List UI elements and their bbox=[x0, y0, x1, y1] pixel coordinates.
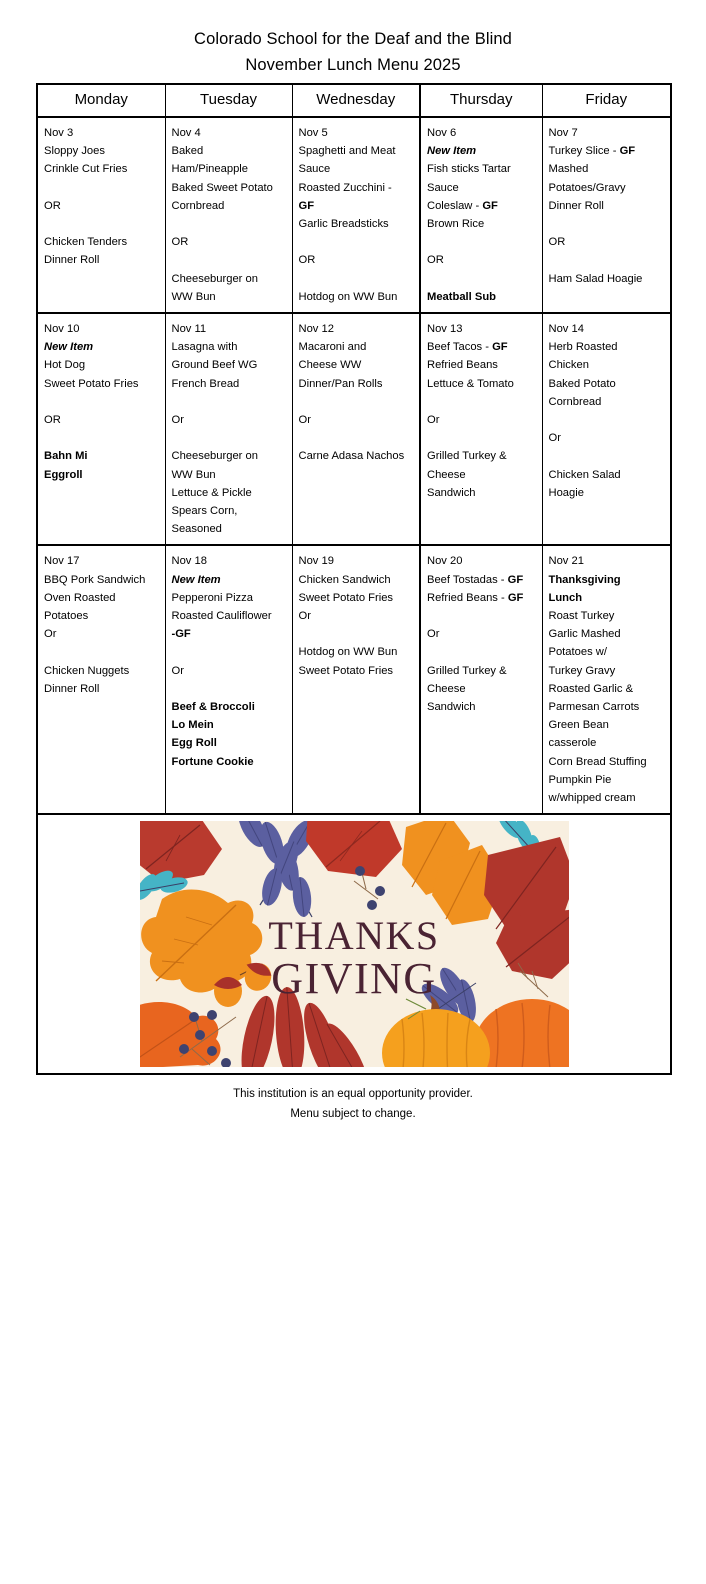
menu-item: Or bbox=[298, 414, 311, 426]
menu-item: Or bbox=[548, 432, 561, 445]
menu-spacer bbox=[427, 607, 537, 625]
menu-item bbox=[427, 571, 537, 589]
menu-item: Beef & Broccoli bbox=[171, 701, 255, 713]
menu-item: Crinkle Cut Fries bbox=[44, 163, 128, 176]
menu-item: Garlic Mashed bbox=[548, 628, 621, 641]
menu-item: Ham/Pineapple bbox=[171, 163, 248, 176]
menu-item: Chicken bbox=[548, 359, 589, 372]
menu-spacer bbox=[427, 270, 537, 288]
menu-item: New Item bbox=[171, 573, 221, 586]
menu-item: Sloppy Joes bbox=[44, 145, 105, 158]
menu-item: Lasagna with bbox=[171, 341, 238, 354]
menu-spacer bbox=[172, 215, 287, 233]
menu-item: Cheeseburger on bbox=[171, 450, 258, 463]
menu-spacer bbox=[44, 393, 160, 411]
day-cell bbox=[165, 545, 292, 814]
menu-item: Lo Mein bbox=[171, 719, 214, 732]
day-cell bbox=[542, 545, 671, 814]
menu-item: Sauce bbox=[298, 163, 331, 176]
day-cell bbox=[37, 313, 165, 545]
menu-item: Potatoes/Gravy bbox=[548, 181, 626, 194]
menu-item: Or bbox=[427, 628, 440, 641]
day-cell bbox=[420, 313, 542, 545]
artwork-holder bbox=[44, 821, 665, 1067]
menu-item: Baked bbox=[171, 145, 204, 158]
school-name: Colorado School for the Deaf and the Blind bbox=[194, 30, 512, 48]
menu-item: Chicken Nuggets bbox=[44, 664, 130, 677]
table-body bbox=[37, 117, 671, 1074]
menu-spacer bbox=[172, 680, 287, 698]
menu-spacer bbox=[172, 429, 287, 447]
menu-item: GF bbox=[298, 199, 315, 212]
menu-item: Bahn Mi bbox=[44, 450, 88, 463]
menu-item: Refried Beans bbox=[427, 359, 498, 372]
day-date: Nov 14 bbox=[548, 323, 584, 335]
menu-spacer bbox=[549, 215, 666, 233]
day-date: Nov 18 bbox=[171, 555, 207, 568]
menu-item: OR bbox=[44, 199, 61, 212]
artwork-title-line1: THANKS bbox=[268, 913, 440, 959]
day-cell bbox=[542, 117, 671, 313]
menu-item: Grilled Turkey & bbox=[427, 450, 507, 463]
table-header bbox=[37, 84, 671, 117]
menu-item: w/whipped cream bbox=[548, 792, 636, 805]
menu-item bbox=[427, 197, 537, 215]
menu-item-text: Coleslaw - bbox=[427, 199, 483, 212]
menu-item: Thanksgiving bbox=[548, 573, 621, 586]
menu-item: Herb Roasted bbox=[548, 341, 618, 354]
day-date: Nov 19 bbox=[298, 555, 334, 568]
day-date: Nov 21 bbox=[548, 555, 584, 568]
menu-item: Sandwich bbox=[427, 701, 476, 713]
menu-item: OR bbox=[548, 236, 566, 249]
menu-item: BBQ Pork Sandwich bbox=[44, 573, 146, 586]
day-date: Nov 5 bbox=[298, 127, 328, 139]
menu-spacer bbox=[299, 625, 415, 643]
menu-item: Egg Roll bbox=[171, 737, 217, 750]
menu-spacer bbox=[299, 429, 415, 447]
day-date: Nov 12 bbox=[298, 323, 334, 335]
thanksgiving-autumn-illustration bbox=[140, 821, 569, 1067]
menu-spacer bbox=[44, 215, 160, 233]
week-row bbox=[37, 313, 671, 545]
menu-item: New Item bbox=[44, 341, 94, 354]
day-cell bbox=[165, 117, 292, 313]
menu-item: Baked Potato bbox=[548, 377, 616, 390]
menu-item: Lunch bbox=[548, 591, 583, 604]
menu-item: Roasted Garlic & bbox=[548, 682, 634, 695]
menu-item: Corn Bread Stuffing bbox=[548, 755, 647, 768]
menu-item: Roast Turkey bbox=[548, 610, 615, 623]
page-title: November Lunch Menu 2025 bbox=[245, 56, 461, 74]
day-date: Nov 4 bbox=[171, 127, 201, 139]
menu-item: Meatball Sub bbox=[427, 290, 496, 303]
column-header-monday: Monday bbox=[37, 84, 165, 117]
menu-item: Hotdog on WW Bun bbox=[298, 646, 398, 659]
menu-item: Cheese WW bbox=[298, 359, 362, 372]
menu-spacer bbox=[44, 643, 160, 661]
menu-item: Or bbox=[427, 414, 440, 426]
menu-spacer bbox=[549, 251, 666, 269]
menu-item: Potatoes bbox=[44, 610, 89, 623]
menu-spacer bbox=[299, 270, 415, 288]
menu-item: Sandwich bbox=[427, 486, 476, 499]
artwork-title-line2: GIVING bbox=[271, 954, 437, 1004]
column-header-thursday: Thursday bbox=[420, 84, 542, 117]
menu-item: Chicken Tenders bbox=[44, 236, 128, 249]
menu-item: WW Bun bbox=[171, 468, 216, 481]
day-cell bbox=[37, 545, 165, 814]
day-date: Nov 10 bbox=[44, 323, 80, 335]
menu-item: Hotdog on WW Bun bbox=[298, 290, 398, 303]
menu-item: Seasoned bbox=[171, 523, 222, 536]
page-header bbox=[0, 0, 706, 78]
menu-item: Cheese bbox=[427, 468, 466, 481]
menu-item: Spears Corn, bbox=[171, 505, 238, 517]
menu-item bbox=[549, 142, 666, 160]
menu-item: Cheese bbox=[427, 682, 466, 695]
day-date: Nov 6 bbox=[427, 127, 457, 139]
day-cell bbox=[420, 545, 542, 814]
day-date: Nov 13 bbox=[427, 323, 463, 335]
menu-spacer bbox=[172, 643, 287, 661]
menu-item: Or bbox=[171, 414, 184, 426]
gluten-free-tag: GF bbox=[507, 591, 524, 604]
menu-item-text: Beef Tacos - bbox=[427, 341, 493, 354]
gluten-free-tag: GF bbox=[507, 573, 524, 586]
menu-item: Or bbox=[171, 664, 184, 677]
page-footer bbox=[0, 1084, 706, 1124]
day-date: Nov 17 bbox=[44, 555, 80, 568]
menu-spacer bbox=[427, 393, 537, 411]
menu-item: OR bbox=[298, 254, 316, 267]
menu-item: Pepperoni Pizza bbox=[171, 591, 253, 604]
menu-item: Sweet Potato Fries bbox=[298, 591, 394, 604]
menu-spacer bbox=[44, 429, 160, 447]
menu-item: Spaghetti and Meat bbox=[298, 145, 396, 158]
menu-item: Dinner Roll bbox=[44, 254, 100, 267]
week-row bbox=[37, 117, 671, 313]
menu-item: Sauce bbox=[427, 181, 459, 194]
menu-change-notice: Menu subject to change. bbox=[290, 1108, 416, 1121]
menu-item: New Item bbox=[427, 145, 477, 158]
menu-table-wrapper bbox=[36, 83, 670, 1075]
menu-item: Cornbread bbox=[171, 199, 225, 212]
menu-item: -GF bbox=[171, 628, 191, 641]
day-cell bbox=[292, 313, 420, 545]
menu-spacer bbox=[549, 411, 666, 429]
menu-item: casserole bbox=[548, 737, 597, 750]
menu-item-text: Beef Tostadas - bbox=[427, 573, 508, 586]
menu-item: Dinner/Pan Rolls bbox=[298, 377, 383, 390]
menu-item: Hot Dog bbox=[44, 359, 86, 372]
menu-item: Green Bean bbox=[548, 719, 609, 732]
menu-item: OR bbox=[427, 254, 444, 267]
menu-item: Cornbread bbox=[548, 395, 602, 408]
menu-item: Potatoes w/ bbox=[548, 646, 607, 659]
menu-item: Sweet Potato Fries bbox=[298, 664, 394, 677]
menu-spacer bbox=[549, 447, 666, 465]
menu-item bbox=[427, 338, 537, 356]
day-cell bbox=[292, 117, 420, 313]
menu-item: Brown Rice bbox=[427, 218, 485, 231]
menu-item: Roasted Zucchini - bbox=[298, 181, 392, 194]
menu-spacer bbox=[299, 233, 415, 251]
menu-item: Fortune Cookie bbox=[171, 755, 254, 768]
day-cell bbox=[37, 117, 165, 313]
menu-item: Baked Sweet Potato bbox=[171, 181, 273, 194]
menu-item: Or bbox=[44, 628, 57, 641]
menu-item: Oven Roasted bbox=[44, 591, 116, 604]
menu-item: Hoagie bbox=[548, 486, 584, 499]
menu-item: Dinner Roll bbox=[44, 682, 100, 695]
menu-item: Ground Beef WG bbox=[171, 359, 258, 372]
artwork-cell bbox=[37, 814, 671, 1074]
day-date: Nov 3 bbox=[44, 127, 74, 139]
day-date: Nov 11 bbox=[171, 323, 207, 335]
menu-spacer bbox=[172, 251, 287, 269]
weekday-header-row bbox=[37, 84, 671, 117]
menu-spacer bbox=[427, 233, 537, 251]
gluten-free-tag: GF bbox=[482, 199, 498, 212]
menu-item-text: Turkey Slice - bbox=[548, 145, 620, 158]
menu-item: Lettuce & Pickle bbox=[171, 486, 252, 499]
menu-item: Or bbox=[298, 610, 311, 623]
menu-item: OR bbox=[171, 236, 189, 249]
menu-item: Fish sticks Tartar bbox=[427, 163, 511, 176]
day-date: Nov 20 bbox=[427, 555, 463, 568]
menu-spacer bbox=[427, 429, 537, 447]
day-cell bbox=[542, 313, 671, 545]
day-cell bbox=[420, 117, 542, 313]
menu-item: WW Bun bbox=[171, 290, 216, 303]
column-header-friday: Friday bbox=[542, 84, 671, 117]
menu-item: Cheeseburger on bbox=[171, 272, 258, 285]
artwork-row bbox=[37, 814, 671, 1074]
menu-item: Parmesan Carrots bbox=[548, 701, 640, 714]
menu-item bbox=[427, 589, 537, 607]
menu-item: Pumpkin Pie bbox=[548, 773, 612, 786]
menu-item: French Bread bbox=[171, 377, 240, 390]
gluten-free-tag: GF bbox=[619, 145, 636, 158]
menu-item: Garlic Breadsticks bbox=[298, 218, 389, 231]
menu-item: Chicken Sandwich bbox=[298, 573, 391, 586]
menu-spacer bbox=[172, 393, 287, 411]
menu-item: Eggroll bbox=[44, 468, 83, 481]
week-row bbox=[37, 545, 671, 814]
menu-item: Carne Adasa Nachos bbox=[298, 450, 405, 463]
lunch-menu-table bbox=[36, 83, 672, 1075]
menu-item: Roasted Cauliflower bbox=[171, 610, 272, 623]
menu-item: Macaroni and bbox=[298, 341, 367, 354]
menu-item: OR bbox=[44, 414, 61, 426]
column-header-wednesday: Wednesday bbox=[292, 84, 420, 117]
menu-item: Lettuce & Tomato bbox=[427, 377, 514, 390]
menu-item: Turkey Gravy bbox=[548, 664, 616, 677]
gluten-free-tag: GF bbox=[492, 341, 508, 354]
menu-spacer bbox=[299, 393, 415, 411]
menu-item: Ham Salad Hoagie bbox=[548, 272, 643, 285]
menu-item: Dinner Roll bbox=[548, 199, 604, 212]
menu-item-text: Refried Beans - bbox=[427, 591, 508, 604]
menu-spacer bbox=[44, 179, 160, 197]
menu-item: Sweet Potato Fries bbox=[44, 377, 139, 390]
column-header-tuesday: Tuesday bbox=[165, 84, 292, 117]
day-cell bbox=[165, 313, 292, 545]
menu-item: Mashed bbox=[548, 163, 589, 176]
menu-item: Grilled Turkey & bbox=[427, 664, 507, 677]
menu-item: Chicken Salad bbox=[548, 468, 621, 481]
equal-opportunity-notice: This institution is an equal opportunity provider. bbox=[233, 1088, 473, 1101]
day-cell bbox=[292, 545, 420, 814]
menu-spacer bbox=[427, 643, 537, 661]
day-date: Nov 7 bbox=[548, 127, 578, 139]
